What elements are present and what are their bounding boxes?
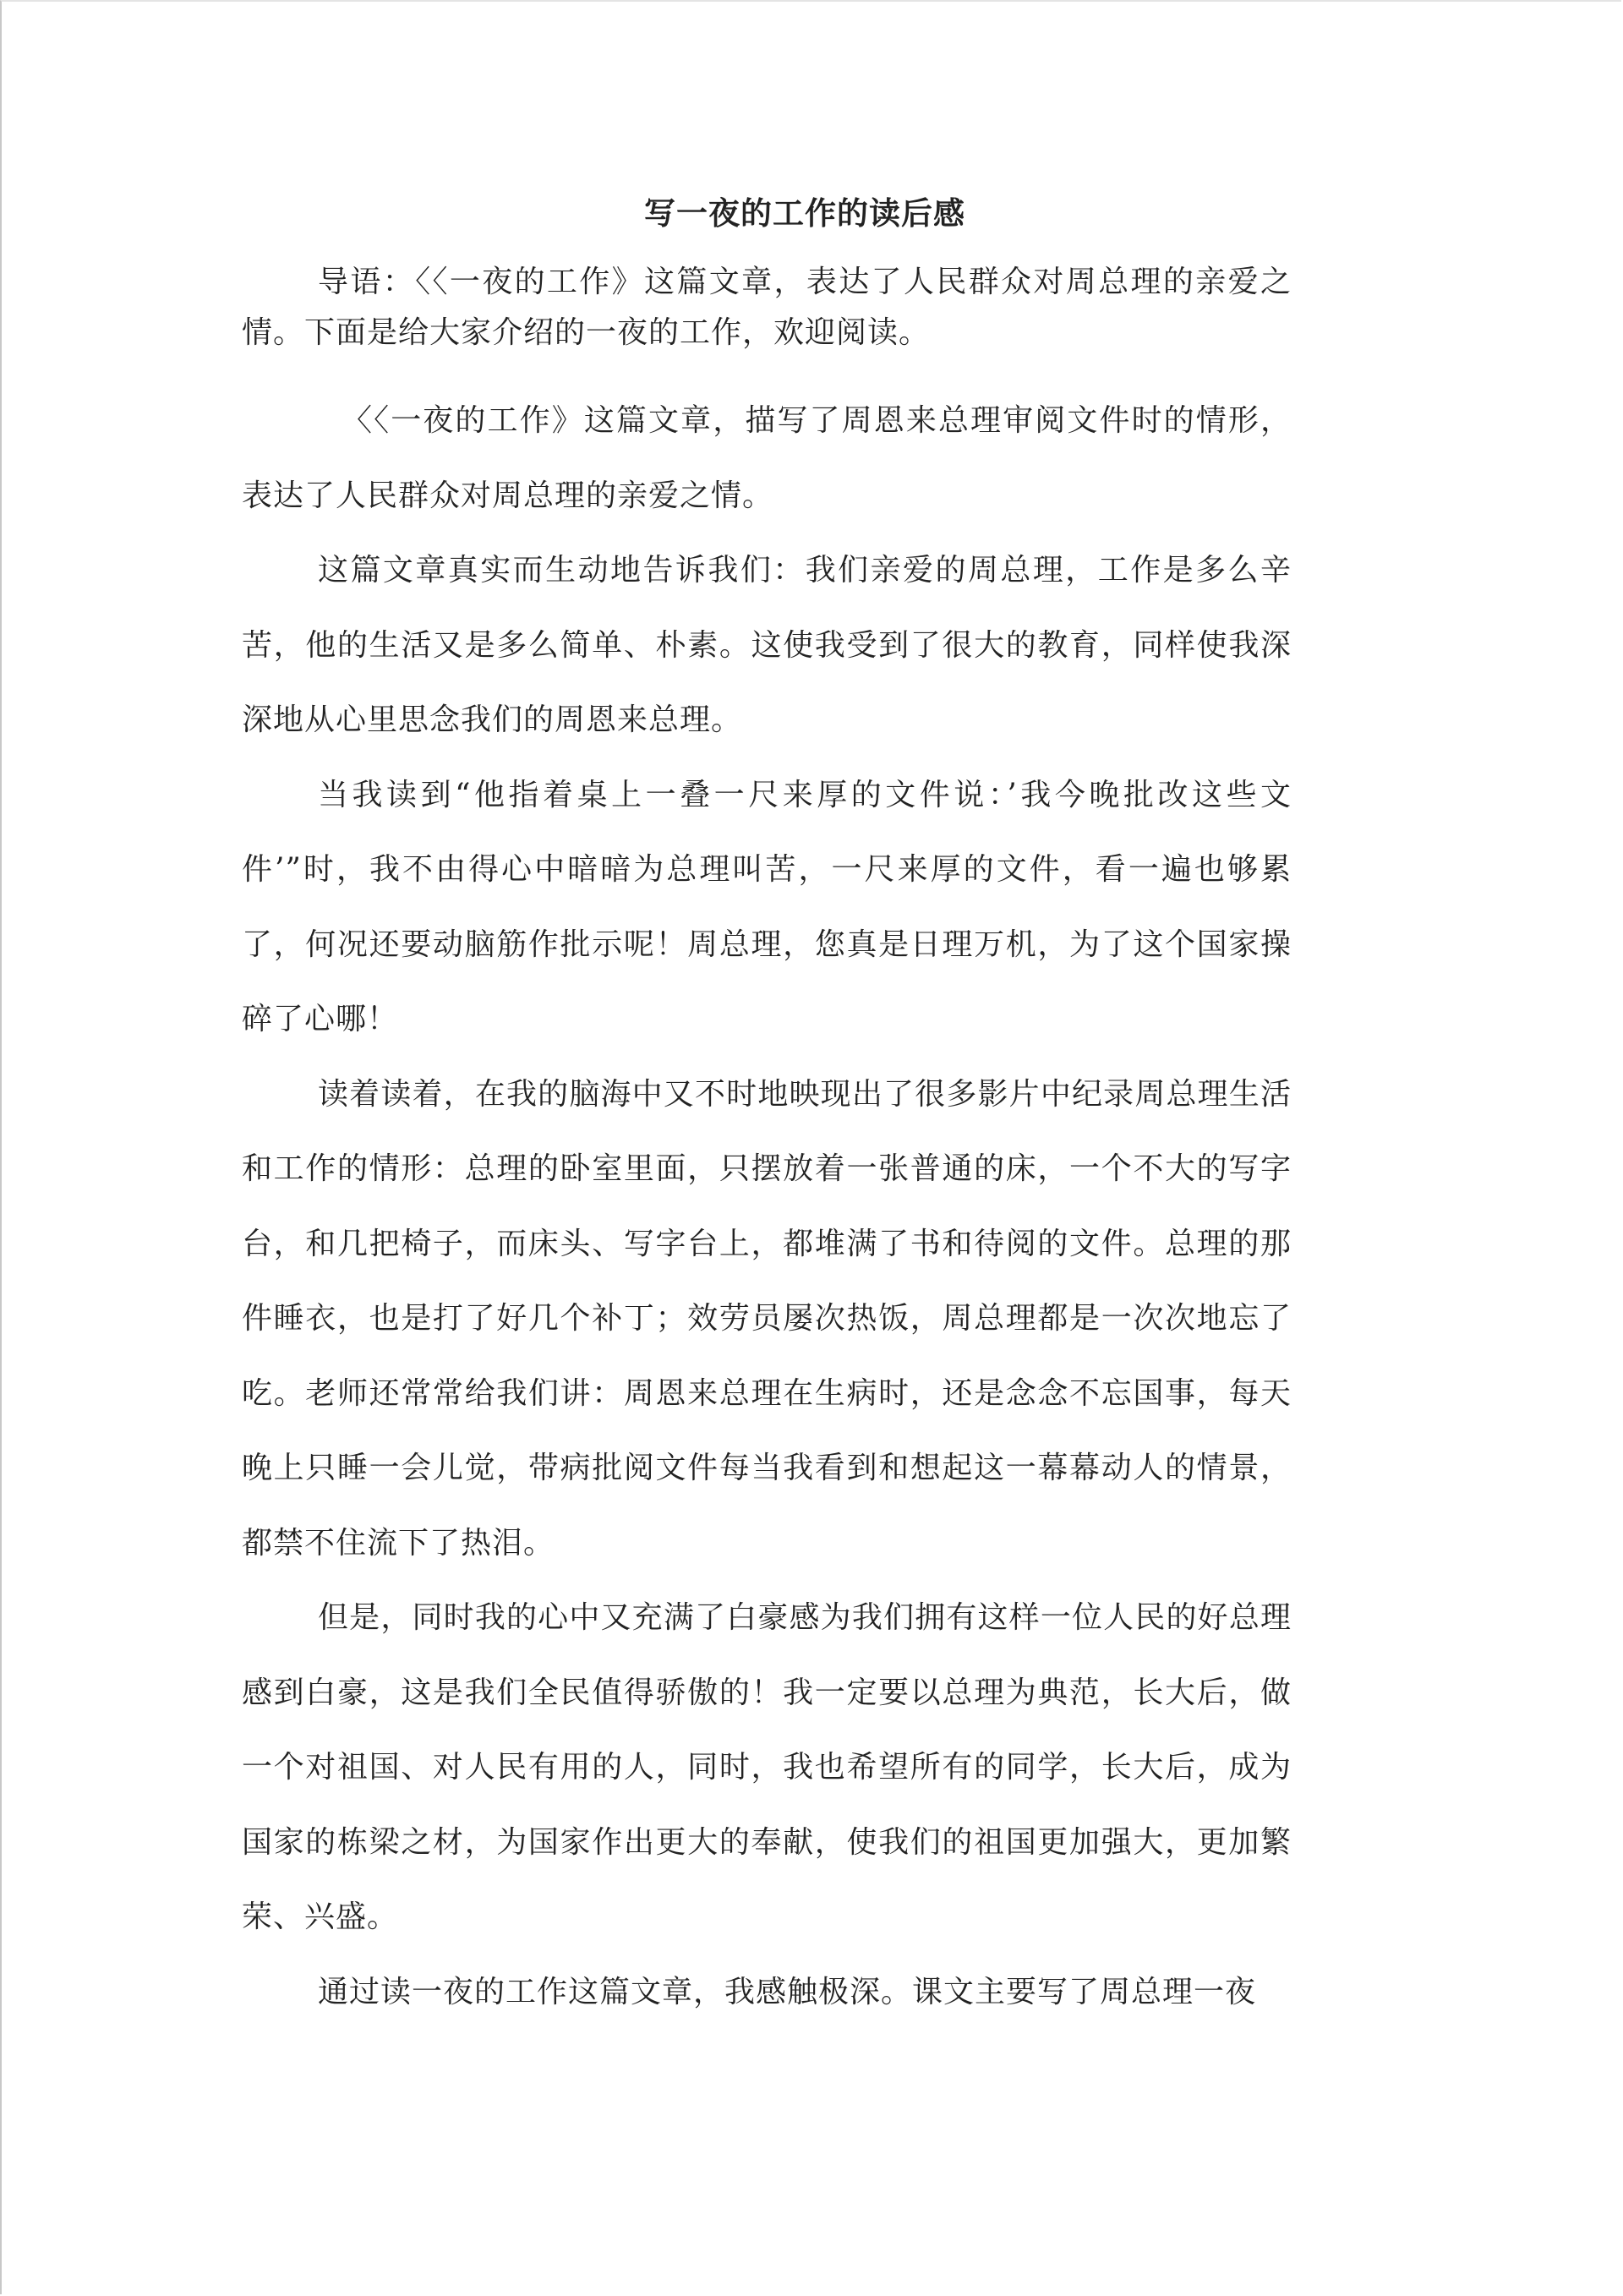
paragraph-4: 当我读到“他指着桌上一叠一尺来厚的文件说：’我今晚批改这些文件’”时，我不由得心中暗暗为总理叫苦，一尺来厚的文件，看一遍也够累了，何况还要动脑筋作批示呢！周总理，您真是日理万机，为了这个国家操碎了心哪！ bbox=[242, 777, 1292, 1036]
document-title: 写一夜的工作的读后感 bbox=[644, 194, 965, 232]
paragraph-5: 读着读着，在我的脑海中又不时地映现出了很多影片中纪录周总理生活和工作的情形：总理的卧室里面，只摆放着一张普通的床，一个不大的写字台，和几把椅子，而床头、写字台上，都堆满了书和待阅的文件。总理的那件睡衣，也是打了好几个补丁；效劳员屡次热饭，周总理都是一次次地忘了吃。老师还常常给我们讲：周恩来总理在生病时，还是念念不忘国事，每天晚上只睡一会儿觉，带病批阅文件每当我看到和想起这一幕幕动人的情景，都禁不住流下了热泪。 bbox=[242, 1076, 1292, 1561]
document-body bbox=[242, 186, 1292, 2030]
paragraph-2: 〈〈一夜的工作》这篇文章，描写了周恩来总理审阅文件时的情形，表达了人民群众对周总理的亲爱之情。 bbox=[242, 403, 1292, 513]
paragraph-6: 但是，同时我的心中又充满了白豪感为我们拥有这样一位人民的好总理感到白豪，这是我们全民值得骄傲的！我一定要以总理为典范，长大后，做一个对祖国、对人民有用的人，同时，我也希望所有的同学，长大后，成为国家的栋梁之材，为国家作出更大的奉献，使我们的祖国更加强大，更加繁荣、兴盛。 bbox=[242, 1600, 1292, 1934]
paragraph-3: 这篇文章真实而生动地告诉我们：我们亲爱的周总理，工作是多么辛苦，他的生活又是多么简单、朴素。这使我受到了很大的教育，同样使我深深地从心里思念我们的周恩来总理。 bbox=[242, 553, 1292, 737]
paragraph-7: 通过读一夜的工作这篇文章，我感触极深。课文主要写了周总理一夜 bbox=[318, 1974, 1257, 2009]
intro-paragraph: 导语：〈〈一夜的工作》这篇文章，表达了人民群众对周总理的亲爱之情。下面是给大家介绍的一夜的工作，欢迎阅读。 bbox=[242, 265, 1292, 350]
